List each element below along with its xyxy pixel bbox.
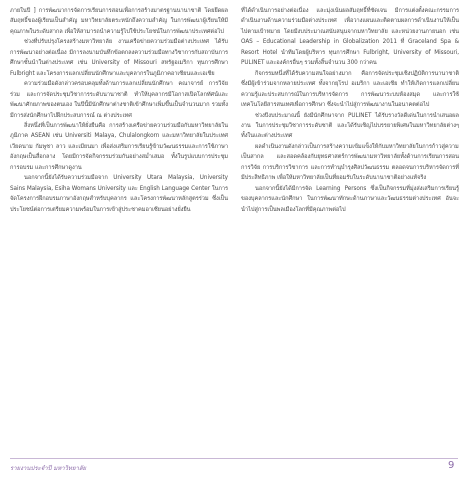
page-number: 9 — [448, 460, 455, 471]
paragraph: ภายในปี ] การพัฒนาการจัดการเรียนการสอนเพื่อการสร้างมาตรฐานนานาชาติ โดยยึดผลสัมฤทธิ์ของผู้เรียนเป็นสำคัญ มหาวิทยาลัยตระหนักถึงความสำคัญ ในการพัฒนาผู้เรียนให้มีคุณภาพในระดับสากล เพื่อให้สามารถนำความรู้ไปใช้ประโยชน์ในการพัฒนาประเทศต่อไป — [10, 8, 228, 35]
paragraph: กิจกรรมหนึ่งที่ได้รับความสนใจอย่างมาก คือการจัดประชุมเชิงปฏิบัติการนานาชาติ ซึ่งมีผู้เข้าร่วมจากหลายประเทศ ทั้งจากยุโรป อเมริกา และเอเชีย ทำให้เกิดการแลกเปลี่ยนความรู้และประสบการณ์ในการบริหารจัดการ การพัฒนาระบบห้องสมุด และการใช้เทคโนโลยีสารสนเทศเพื่อการศึกษา ซึ่งจะนำไปสู่การพัฒนางานในอนาคตต่อไป — [241, 70, 459, 109]
right-text-column — [241, 6, 459, 215]
footer-caption: รายงานประจำปี มหาวิทยาลัย — [10, 465, 87, 472]
paragraph: ช่วงปีงบประมาณนี้ ยังมีนักศึกษาจาก PULINET ได้รับรางวัลดีเด่นในการนำเสนอผลงาน ในการประชุมวิชาการระดับชาติ และได้รับเชิญไปบรรยายพิเศษในมหาวิทยาลัยต่างๆ ทั้งในและต่างประเทศ — [241, 112, 459, 140]
paragraph: นอกจากนี้ยังได้มีการจัด Learning Persons ซึ่งเป็นกิจกรรมที่มุ่งส่งเสริมการเรียนรู้ของบุคลากรและนักศึกษา ในการพัฒนาทักษะด้านภาษาและวัฒนธรรมต่างประเทศ อันจะนำไปสู่การเป็นพลเมืองโลกที่มีคุณภาพต่อไป — [241, 185, 459, 213]
paragraph: ช่วงที่ปรับปรุงโครงสร้างมหาวิทยาลัย งานเครือข่ายความร่วมมือต่างประเทศ ได้รับการพัฒนาอย่างต่อเนื่อง มีการลงนามบันทึกข้อตกลงความร่วมมือทางวิชาการกับสถาบันการศึกษาชั้นนำในต่างประเทศ เช่น University of Missouri สหรัฐอเมริกา ทุนการศึกษา Fulbright และโครงการแลกเปลี่ยนนักศึกษาและบุคลากรในภูมิภาคอาเซียนและเอเชีย — [10, 39, 228, 77]
paragraph: นอกจากนี้ยังได้รับความร่วมมือจาก University Utara Malaysia, University Sains Malaysia, Esiha Womans University และ English Language Center ในการจัดโครงการฝึกอบรมภาษาอังกฤษสำหรับบุคลากร และโครงการพัฒนาหลักสูตรร่วม ซึ่งเป็นประโยชน์ต่อการเตรียมความพร้อมในการเข้าสู่ประชาคมอาเซียนอย่างยั่งยืน — [10, 175, 228, 213]
footer-divider — [10, 458, 458, 459]
left-text-column — [10, 6, 228, 215]
paragraph: ที่ได้ดำเนินการอย่างต่อเนื่อง และมุ่งเน้นผลสัมฤทธิ์ที่ชัดเจน มีการแต่งตั้งคณะกรรมการดำเนินงานด้านความร่วมมือต่างประเทศ เพื่อวางแผนและติดตามผลการดำเนินงานให้เป็นไปตามเป้าหมาย โดยมีงบประมาณสนับสนุนจากมหาวิทยาลัย และหน่วยงานภายนอก เช่น OAS – Educational Leadership in Globalization 2011 ที่ Graceland Spa & Resort Hotel นำทีมโดยผู้บริหาร ทุนการศึกษา Fulbright, University of Missouri, PULINET และองค์กรอื่นๆ รวมทั้งสิ้นจำนวน 300 กว่าคน — [241, 8, 459, 67]
paragraph: ผลดำเนินงานดังกล่าวเป็นการสร้างความเข้มแข็งให้กับมหาวิทยาลัยในการก้าวสู่ความเป็นสากล และสอดคล้องกับยุทธศาสตร์การพัฒนามหาวิทยาลัยทั้งด้านการเรียนการสอน การวิจัย การบริการวิชาการ และการทำนุบำรุงศิลปวัฒนธรรม ตลอดจนการบริหารจัดการที่มีประสิทธิภาพ เพื่อให้มหาวิทยาลัยเป็นที่ยอมรับในระดับนานาชาติอย่างแท้จริง — [241, 143, 459, 182]
paragraph: ความร่วมมือดังกล่าวครอบคลุมทั้งด้านการแลกเปลี่ยนนักศึกษา คณาจารย์ การวิจัยร่วม และการจัดประชุมวิชาการระดับนานาชาติ ทำให้บุคลากรมีโอกาสเปิดโลกทัศน์และพัฒนาศักยภาพของตนเอง ในปีนี้มีนักศึกษาต่างชาติเข้าศึกษาเพิ่มขึ้นเป็นจำนวนมาก รวมทั้งมีการส่งนักศึกษาไปฝึกประสบการณ์ ณ ต่างประเทศ — [10, 81, 228, 119]
paragraph: สิ่งหนึ่งที่เป็นการพัฒนาให้ยั่งยืนคือ การสร้างเครือข่ายความร่วมมือกับมหาวิทยาลัยในภูมิภาค ASEAN เช่น Universiti Malaya, Chulalongkorn และมหาวิทยาลัยในประเทศเวียดนาม กัมพูชา ลาว และเมียนมา เพื่อส่งเสริมการเรียนรู้ข้ามวัฒนธรรมและการใช้ภาษาอังกฤษเป็นสื่อกลาง โดยมีการจัดกิจกรรมร่วมกันอย่างสม่ำเสมอ ทั้งในรูปแบบการประชุม การอบรม และการศึกษาดูงาน — [10, 122, 228, 171]
